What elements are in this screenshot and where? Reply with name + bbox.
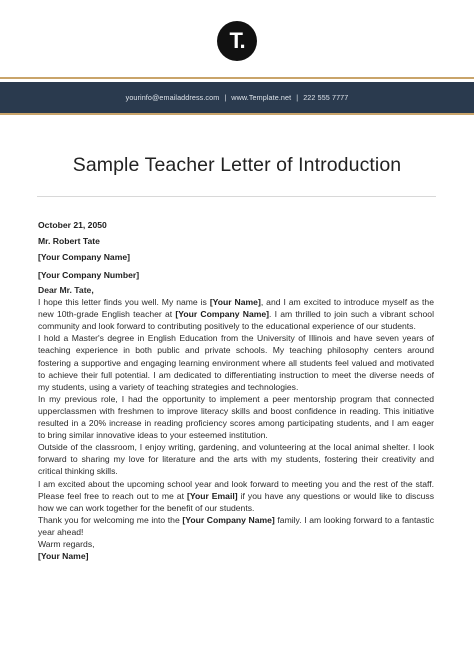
recipient-company: [Your Company Name] (38, 252, 130, 262)
paragraph-experience: In my previous role, I had the opportunity to implement a peer mentorship program that connected upperclassmen with freshmen to improve literacy skills and boost confidence in reading. This initiative resulted in a 20% increase in reading proficiency scores among participating students, and I am eager to bring similar innovative ideas to your esteemed institution. (38, 393, 434, 441)
text-run: . I am thrilled to join such a vibrant school community and look forward to contributing positively to the educational experience of our students. (38, 309, 434, 332)
header-accent-line-bottom (0, 113, 474, 115)
letter-date: October 21, 2050 (38, 220, 107, 230)
text-run: if you have any questions or would like to discuss how we can work together for the benefit of our students. (38, 490, 435, 513)
text-run: , and I am excited to introduce myself as the new 10th-grade English teacher at (38, 297, 434, 320)
header-email: yourinfo@emailaddress.com (125, 93, 220, 102)
header-separator: | (224, 93, 227, 102)
paragraph-education: I hold a Master's degree in English Education from the University of Illinois and have seven years of teaching experience in both public and private schools. My teaching philosophy centers around fostering a supportive and engaging learning environment where all students feel valued and motivated to achieve their full potential. I am dedicated to differentiating instruction to meet the diverse needs of my students, using a variety of teaching strategies and technologies. (38, 333, 434, 392)
signature-name: [Your Name] (38, 551, 89, 562)
contact-header-band (0, 82, 474, 113)
paragraph-interests: Outside of the classroom, I enjoy writing, gardening, and volunteering at the local animal shelter. I look forward to sharing my love for literature and the arts with my students, fostering their creativity and critical thinking skills. (38, 442, 434, 477)
text-run: I am excited about the upcoming school year and look forward to meeting you and the rest of the staff. Please feel free to reach out to me at (38, 478, 434, 501)
logo-letter: T. (229, 28, 245, 53)
recipient-company-number: [Your Company Number] (38, 270, 140, 280)
placeholder-email: [Your Email] (186, 490, 238, 501)
letter-body (38, 284, 434, 562)
recipient-name: Mr. Robert Tate (38, 236, 100, 246)
text-run: I hope this letter finds you well. My name is (38, 297, 210, 308)
header-separator: | (296, 93, 299, 102)
title-divider (37, 196, 436, 197)
closing: Warm regards, (38, 538, 95, 549)
header-phone: 222 555 7777 (303, 93, 349, 102)
logo-badge (217, 21, 257, 61)
text-run: family. I am looking forward to a fantastic year ahead! (38, 514, 434, 537)
header-accent-line-top (0, 77, 474, 79)
placeholder-your-name: [Your Name] (209, 297, 261, 308)
page-title: Sample Teacher Letter of Introduction (72, 154, 402, 176)
placeholder-company-name: [Your Company Name] (175, 309, 270, 320)
paragraph-contact (38, 478, 434, 514)
paragraph-intro (38, 296, 434, 332)
text-run: Thank you for welcoming me into the (38, 514, 183, 525)
header-website: www.Template.net (231, 93, 292, 102)
paragraph-thanks (38, 514, 434, 538)
salutation: Dear Mr. Tate, (38, 285, 94, 295)
placeholder-company-name: [Your Company Name] (182, 514, 275, 525)
